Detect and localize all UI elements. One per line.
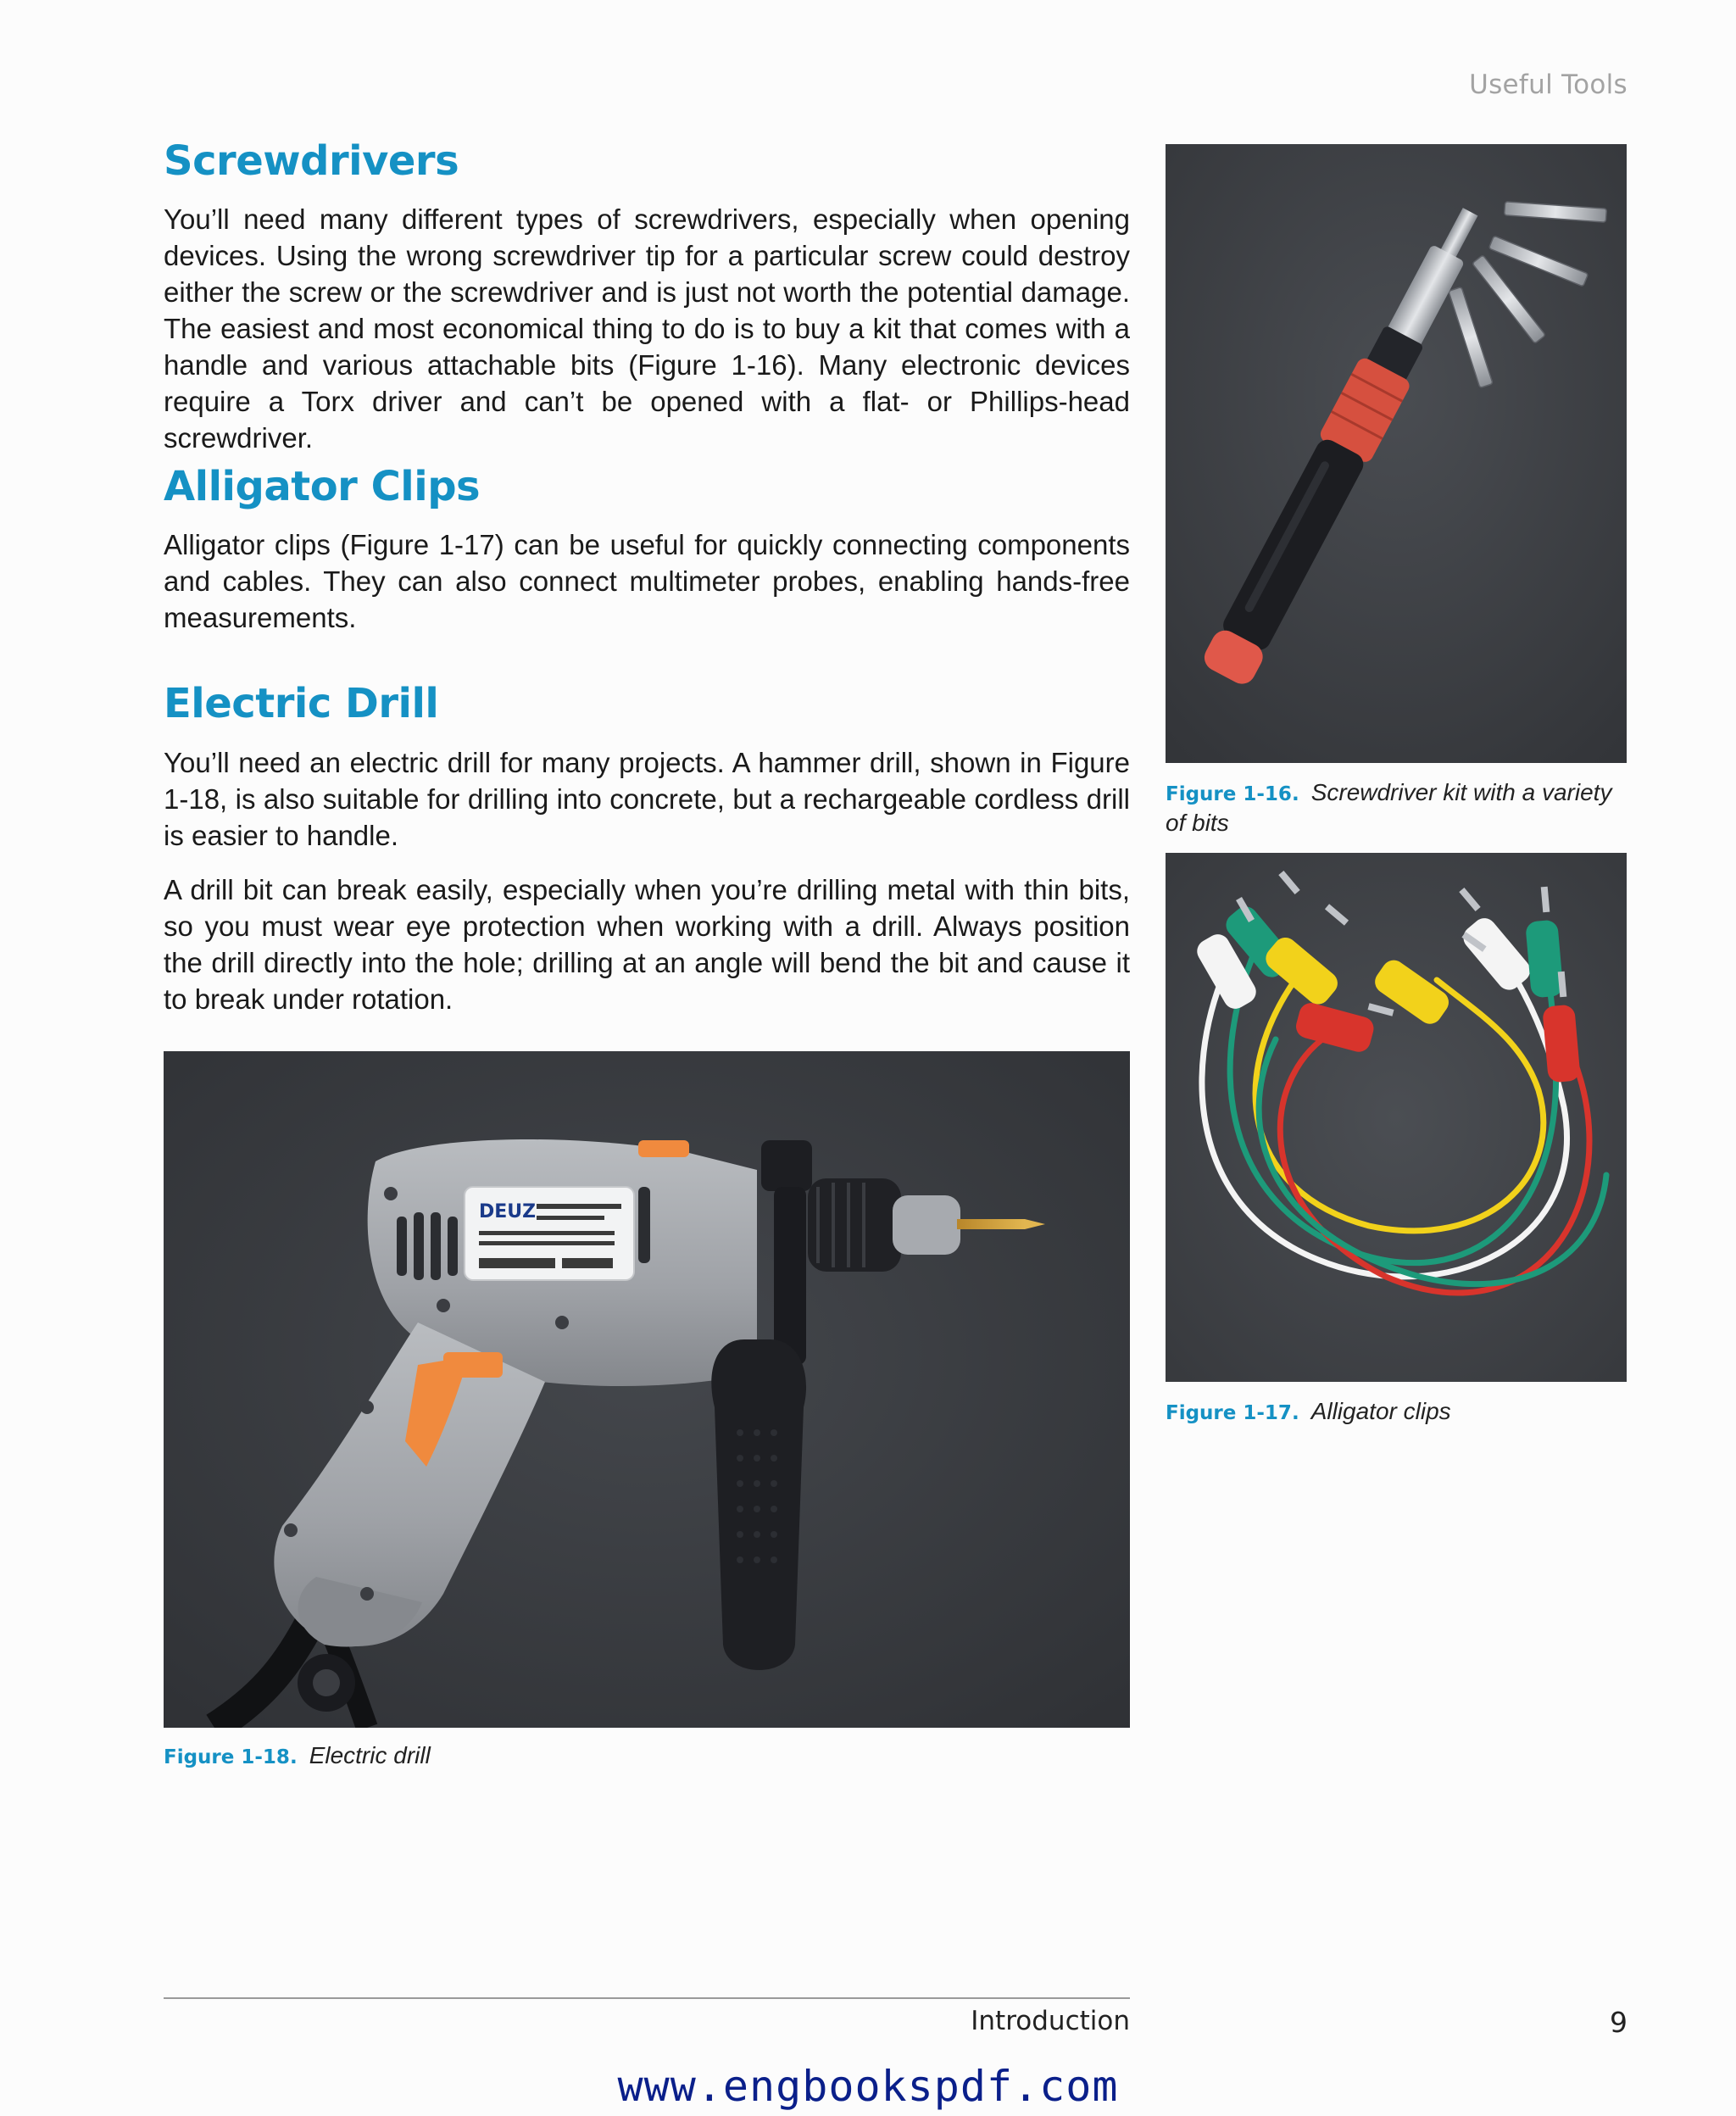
paragraph-alligator-clips: Alligator clips (Figure 1-17) can be useful for quickly connecting components and cables. They can also connect multimeter probes, enabling hands-free measurements. <box>164 529 1130 633</box>
figure-1-18-label: Figure 1-18. <box>164 1746 298 1768</box>
heading-alligator-clips: Alligator Clips <box>164 463 481 510</box>
heading-electric-drill: Electric Drill <box>164 680 439 727</box>
figure-1-17-caption <box>1166 1397 1627 1428</box>
paragraph-electric-drill-2: A drill bit can break easily, especially when you’re drilling metal with thin bits, so you must wear eye protection when working with a drill. Always position the drill directly into the hole; drilling at an angle will bend the bit and cause it to break under rotation. <box>164 874 1130 1015</box>
heading-screwdrivers: Screwdrivers <box>164 137 459 185</box>
figure-1-16-label: Figure 1-16. <box>1166 783 1299 805</box>
figure-1-16-caption <box>1166 778 1627 838</box>
drill-brand-label: DEUZ <box>479 1201 537 1222</box>
figure-1-17-text: Alligator clips <box>1310 1398 1451 1424</box>
figure-1-17-photo <box>1166 853 1627 1382</box>
paragraph-electric-drill-1: You’ll need an electric drill for many projects. A hammer drill, shown in Figure 1-18, is also suitable for drilling into concrete, but a rechargeable cordless drill is easier to handle. <box>164 747 1130 851</box>
page-number: 9 <box>1610 2006 1628 2039</box>
figure-1-18-photo <box>164 1051 1130 1728</box>
figure-1-18-text: Electric drill <box>309 1742 431 1768</box>
footer-section-title: Introduction <box>971 2006 1130 2036</box>
figure-1-17-label: Figure 1-17. <box>1166 1402 1299 1424</box>
running-header: Useful Tools <box>1469 70 1628 100</box>
footer-rule <box>164 1997 1130 1999</box>
figure-1-16-photo <box>1166 144 1627 763</box>
watermark-url[interactable]: www.engbookspdf.com <box>617 2062 1119 2111</box>
figure-1-16-text: Screwdriver kit with a variety of bits <box>1166 779 1612 836</box>
figure-1-18-caption <box>164 1741 1130 1772</box>
paragraph-screwdrivers: You’ll need many different types of screwdrivers, especially when opening devices. Using the wrong screwdriver tip for a particular screw could destroy either the screw or the screwdriver and is just not worth the potential damage. The easiest and most economical thing to do is to buy a kit that comes with a handle and various attachable bits (Figure 1-16). Many electronic devices require a Torx driver and can’t be opened with a flat- or Phillips-head screwdriver. <box>164 203 1130 454</box>
